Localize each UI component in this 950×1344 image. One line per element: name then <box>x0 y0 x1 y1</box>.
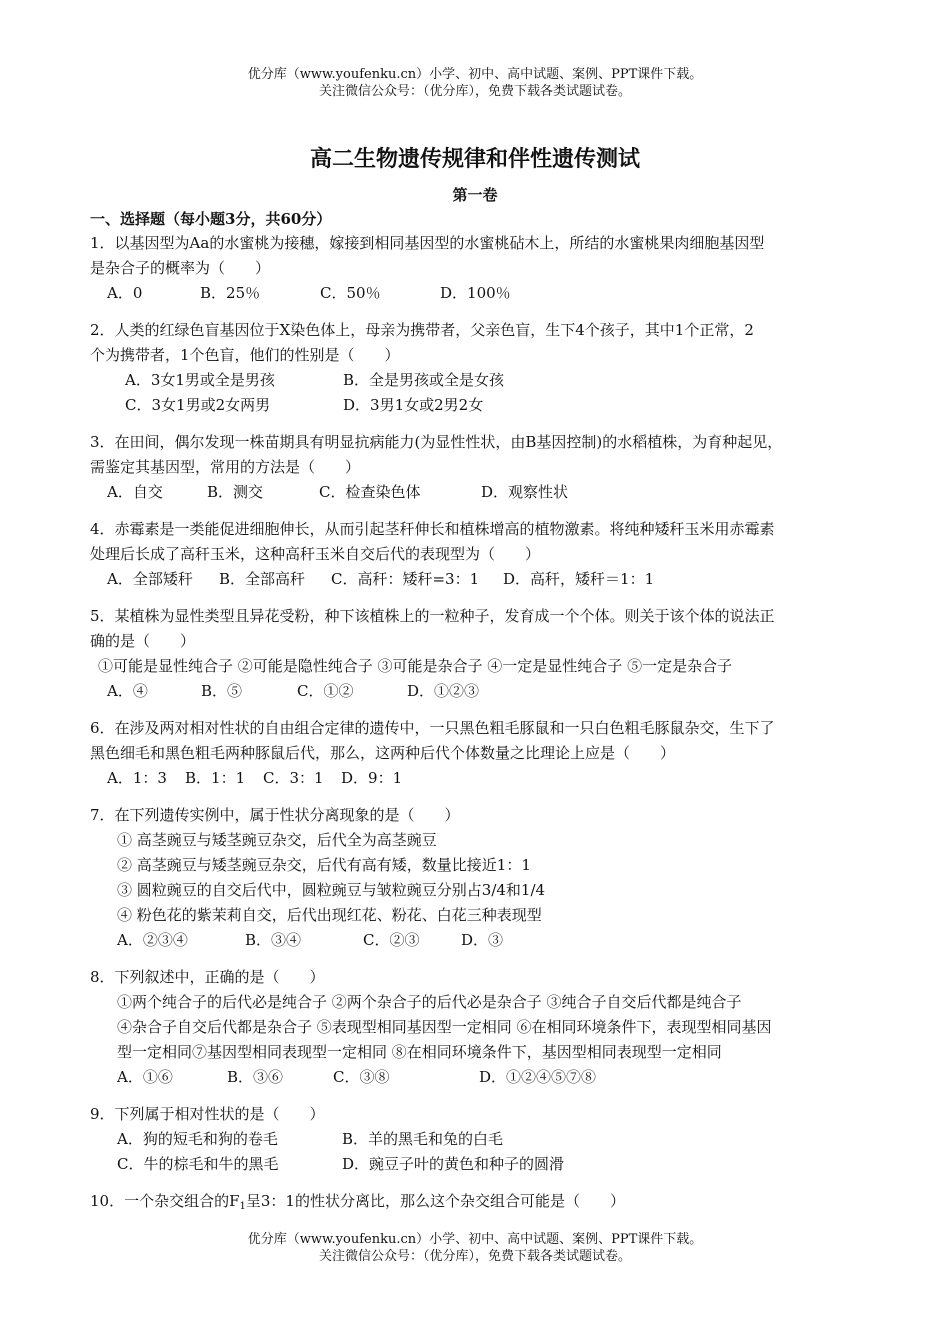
question-text: 处理后长成了高秆玉米，这种高秆玉米自交后代的表现型为（ ） <box>90 545 541 563</box>
option-c: C．③⑧ <box>333 1068 390 1086</box>
question-text: 确的是（ ） <box>90 632 196 650</box>
option-d: D．9：1 <box>341 769 403 787</box>
question-1 <box>90 231 870 306</box>
option-b: B．1：1 <box>185 769 246 787</box>
option-a: A．狗的短毛和狗的卷毛 <box>117 1130 278 1148</box>
statement-item: ① 高茎豌豆与矮茎豌豆杂交，后代全为高茎豌豆 <box>117 831 437 849</box>
option-c: C．②③ <box>363 931 420 949</box>
question-4 <box>90 517 870 592</box>
option-d: D．①②③ <box>407 682 480 700</box>
options-row <box>90 567 870 592</box>
option-a: A．全部矮秆 <box>107 570 193 588</box>
question-9 <box>90 1102 870 1177</box>
statement-item: ③ 圆粒豌豆的自交后代中，圆粒豌豆与皱粒豌豆分别占3/4和1/4 <box>117 881 546 899</box>
statement-item: 型一定相同⑦基因型相同表现型一定相同 ⑧在相同环境条件下，基因型相同表现型一定相同 <box>117 1043 722 1061</box>
option-d: D．高秆，矮秆＝1：1 <box>503 570 655 588</box>
question-text: 需鉴定其基因型，常用的方法是（ ） <box>90 458 361 476</box>
option-b: B．全是男孩或全是女孩 <box>343 371 505 389</box>
question-7 <box>90 803 870 953</box>
header-line-1: 优分库（www.youfenku.cn）小学、初中、高中试题、案例、PPT课件下载。 <box>247 67 703 82</box>
option-a: A．①⑥ <box>117 1068 173 1086</box>
question-text: 5．某植株为显性类型且异花受粉，种下该植株上的一粒种子，发育成一个个体。则关于该个体的说法正 <box>90 607 775 625</box>
option-c: C．检查染色体 <box>319 483 421 501</box>
statement-item: ④杂合子自交后代都是杂合子 ⑤表现型相同基因型一定相同 ⑥在相同环境条件下，表现型相同基因 <box>117 1018 772 1036</box>
page-title: 高二生物遗传规律和伴性遗传测试 <box>309 146 640 172</box>
question-list <box>90 231 870 1231</box>
footer-watermark <box>0 1231 950 1265</box>
option-b: B．羊的黑毛和兔的白毛 <box>342 1130 504 1148</box>
question-6 <box>90 716 870 791</box>
question-text: 3．在田间，偶尔发现一株苗期具有明显抗病能力(为显性性状，由B基因控制)的水稻植株，为育种起见， <box>90 433 783 451</box>
option-c: C．①② <box>297 682 354 700</box>
question-text: 9．下列属于相对性状的是（ ） <box>90 1105 325 1123</box>
question-text-post: 呈3：1的性状分离比，那么这个杂交组合可能是（ ） <box>245 1192 625 1210</box>
options-row <box>90 679 870 704</box>
question-text-pre: 10．一个杂交组合的F <box>90 1192 240 1210</box>
option-b: B．⑤ <box>201 682 243 700</box>
option-a: A．1：3 <box>107 769 167 787</box>
option-d: D．豌豆子叶的黄色和种子的圆滑 <box>342 1155 565 1173</box>
options-row <box>90 1127 870 1152</box>
option-c: C．3女1男或2女两男 <box>125 396 271 414</box>
options-row <box>90 281 870 306</box>
question-text <box>90 1189 870 1219</box>
footer-line-2: 关注微信公众号：（优分库），免费下载各类试题试卷。 <box>318 1249 631 1264</box>
subscript: 1 <box>239 1201 246 1212</box>
option-b: B．③④ <box>245 931 302 949</box>
section-heading: 一、选择题（每小题3分，共60分） <box>90 210 332 228</box>
options-row <box>90 766 870 791</box>
option-c: C．牛的棕毛和牛的黑毛 <box>117 1155 279 1173</box>
question-2 <box>90 318 870 418</box>
statement-item: ①两个纯合子的后代必是纯合子 ②两个杂合子的后代必是杂合子 ③纯合子自交后代都是纯合子 <box>117 993 742 1011</box>
statement-item: ② 高茎豌豆与矮茎豌豆杂交，后代有高有矮，数量比接近1：1 <box>117 856 531 874</box>
question-text: 个为携带者，1个色盲，他们的性别是（ ） <box>90 346 400 364</box>
option-a: A．0 <box>107 284 143 302</box>
header-line-2: 关注微信公众号：（优分库），免费下载各类试题试卷。 <box>318 84 631 99</box>
header-watermark-top <box>0 66 950 100</box>
question-text: 1．以基因型为Aa的水蜜桃为接穗，嫁接到相同基因型的水蜜桃砧木上，所结的水蜜桃果肉细胞基因型 <box>90 234 765 252</box>
option-a: A．3女1男或全是男孩 <box>125 371 275 389</box>
options-row <box>90 393 870 418</box>
options-row <box>90 1065 870 1090</box>
question-text: 4．赤霉素是一类能促进细胞伸长，从而引起茎秆伸长和植株增高的植物激素。将纯种矮秆玉米用赤霉素 <box>90 520 775 538</box>
option-d: D．观察性状 <box>481 483 569 501</box>
question-text: 8．下列叙述中，正确的是（ ） <box>90 968 325 986</box>
option-c: C．3：1 <box>263 769 324 787</box>
options-row <box>90 480 870 505</box>
statement-item: ④ 粉色花的紫茉莉自交，后代出现红花、粉花、白花三种表现型 <box>117 906 542 924</box>
option-d: D．①②④⑤⑦⑧ <box>479 1068 597 1086</box>
option-a: A．②③④ <box>117 931 188 949</box>
question-10 <box>90 1189 870 1219</box>
option-a: A．自交 <box>107 483 163 501</box>
footer-line-1: 优分库（www.youfenku.cn）小学、初中、高中试题、案例、PPT课件下载。 <box>247 1232 703 1247</box>
option-b: B．测交 <box>207 483 264 501</box>
question-5 <box>90 604 870 704</box>
options-row <box>90 368 870 393</box>
option-b: B．全部高秆 <box>219 570 306 588</box>
question-text: 是杂合子的概率为（ ） <box>90 259 271 277</box>
question-text: 7．在下列遗传实例中，属于性状分离现象的是（ ） <box>90 806 460 824</box>
volume-heading: 第一卷 <box>452 186 498 204</box>
question-text: 黑色细毛和黑色粗毛两种豚鼠后代，那么，这两种后代个体数量之比理论上应是（ ） <box>90 744 676 762</box>
options-row <box>90 928 870 953</box>
question-text: 2．人类的红绿色盲基因位于X染色体上，母亲为携带者，父亲色盲，生下4个孩子，其中1个正常，2 <box>90 321 754 339</box>
question-3 <box>90 430 870 505</box>
option-c: C．50％ <box>320 284 381 302</box>
question-8 <box>90 965 870 1090</box>
option-d: D．③ <box>461 931 504 949</box>
options-row <box>90 1152 870 1177</box>
statement-list: ①可能是显性纯合子 ②可能是隐性纯合子 ③可能是杂合子 ④一定是显性纯合子 ⑤一定是杂合子 <box>98 657 733 675</box>
option-b: B．③⑥ <box>227 1068 284 1086</box>
option-b: B．25％ <box>200 284 261 302</box>
question-text: 6．在涉及两对相对性状的自由组合定律的遗传中，一只黑色粗毛豚鼠和一只白色粗毛豚鼠杂交，生下了 <box>90 719 775 737</box>
option-d: D．3男1女或2男2女 <box>343 396 484 414</box>
option-a: A．④ <box>107 682 148 700</box>
option-d: D．100％ <box>440 284 511 302</box>
option-c: C．高秆：矮秆=3：1 <box>331 570 480 588</box>
